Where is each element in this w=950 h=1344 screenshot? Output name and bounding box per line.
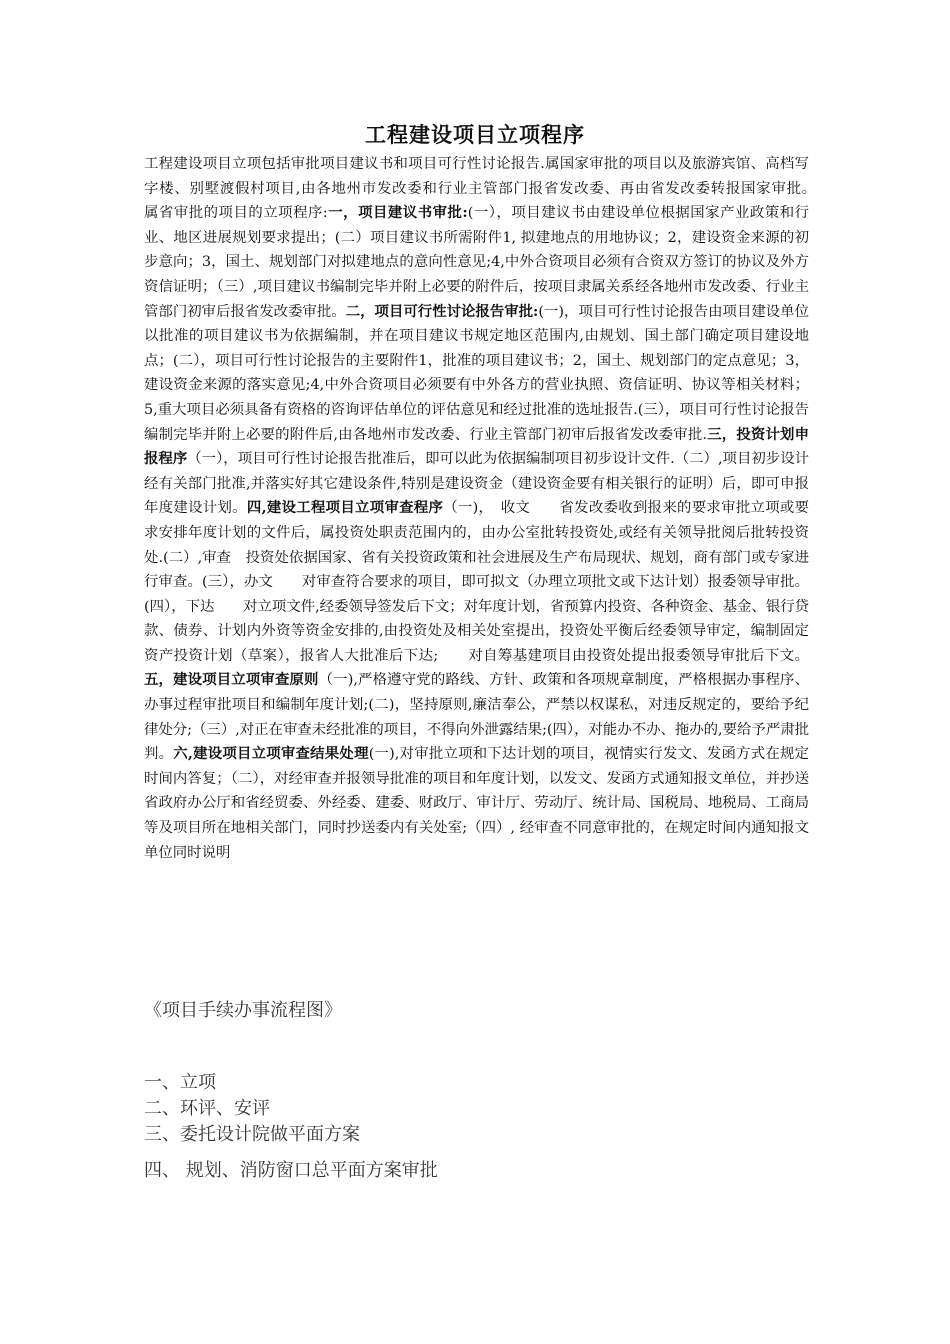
document-body	[144, 152, 838, 865]
outline-item: 一、立项	[144, 1072, 216, 1093]
body-text: 工程建设项目立项包括审批项目建议书和项目可行性讨论报告.属国家审批的项目以及旅游宾馆、高档写字楼、别墅渡假村项目,由各地州市发改委和行业主管部门报省发改委、再由省发改委转报国家审批。 属省审批的项目的立项程序:	[144, 156, 838, 222]
body-text: （一),严格遵守党的路线、方针、政策和各项规章制度，严格根据办事程序、办事过程审批项目和编制年度计划;(二)，坚持原则,廉洁奉公，严禁以权谋私，对违反规定的，要给予纪律处分;（三）,对正在审查未经批准的项目，不得向外泄露结果;(四），对能办不办、拖办的,要给予严肃批判。	[144, 672, 809, 763]
outline-item: 四、 规划、消防窗口总平面方案审批	[144, 1160, 438, 1181]
body-text: (一），项目建议书由建设单位根据国家产业政策和行业、地区进展规划要求提出；(二）项目建议书所需附件1, 拟建地点的用地协议；2，建设资金来源的初步意向；3，国土、规划部门对拟建地点的意向性意见;4,中外合资项目必须有合资双方签订的协议及外方资信证明；（三）,项目建议书编制完毕并附上必要的附件后，按项目隶属关系经各地州市发改委、行业主管部门初审后报省发改委审批。	[144, 205, 809, 320]
section-heading: 四,建设工程项目立项审查程序	[246, 499, 444, 517]
body-text: （一），项目可行性讨论报告批准后，即可以此为依据编制项目初步设计文件.（二）,项目初步设计经有关部门批准,并落实好其它建设条件,特别是建设资金（建设资金要有相关银行的证明）后，即可申报年度建设计划。	[144, 451, 809, 517]
section-heading: 五，建设项目立项审查原则	[144, 671, 319, 689]
outline-item: 三、委托设计院做平面方案	[144, 1124, 360, 1145]
body-text: （一)， 收文 省发改委收到报来的要求审批立项或要求安排年度计划的文件后，属投资处职责范围内的，由办公室批转投资处,或经有关领导批阅后批转投资处.(二）,审查 投资处依据国家、省有关投资政策和社会进展及生产布局现状、规划，商有部门或专家进行审查。(三），办文 对审查符合要求的项目，即可拟文（办理立项批文或下达计划）报委领导审批。(四），下达 对立项文件,经委领导签发后下文；对年度计划，省预算内投资、各种资金、基金、银行贷款、债券、计划内外资等资金安排的,由投资处及相关处室提出，投资处平衡后经委领导审定，编制固定资产投资计划（草案），报省人大批准后下达; 对自筹基建项目由投资处提出报委领导审批后下文。	[144, 500, 809, 664]
section-heading: 二，项目可行性讨论报告审批:	[345, 302, 539, 320]
body-text: (一)，项目可行性讨论报告由项目建设单位以批准的项目建议书为依据编制，并在项目建议书规定地区范围内,由规划、国土部门确定项目建设地点；(二），项目可行性讨论报告的主要附件1，批准的项目建议书；2，国土、规划部门的定点意见；3，建设资金来源的落实意见;4,中外合资项目必须要有中外各方的营业执照、资信证明、协议等相关材料；5,重大项目必须具备有资格的咨询评估单位的评估意见和经过批准的选址报告.(三），项目可行性讨论报告编制完毕并附上必要的附件后,由各地州市发改委、行业主管部门初审后报省发改委审批.	[144, 303, 809, 443]
document-title: 工程建设项目立项程序	[365, 123, 585, 147]
flowchart-title: 《项目手续办事流程图》	[144, 1000, 342, 1021]
outline-item: 二、环评、安评	[144, 1098, 270, 1119]
section-heading: 六,建设项目立项审查结果处理	[173, 745, 369, 763]
section-heading: 三，投资计划申报程序	[144, 425, 809, 468]
section-heading: 一，项目建议书审批:	[327, 204, 468, 222]
body-text: (一),对审批立项和下达计划的项目，视情实行发文、发函方式在规定时间内答复；（二），对经审查并报领导批准的项目和年度计划，以发文、发函方式通知报文单位，并抄送省政府办公厅和省经贸委、外经委、建委、财政厅、审计厅、劳动厅、统计局、国税局、地税局、工商局等及项目所在地相关部门，同时抄送委内有关处室;（四）, 经审查不同意审批的，在规定时间内通知报文单位同时说明	[144, 746, 809, 861]
